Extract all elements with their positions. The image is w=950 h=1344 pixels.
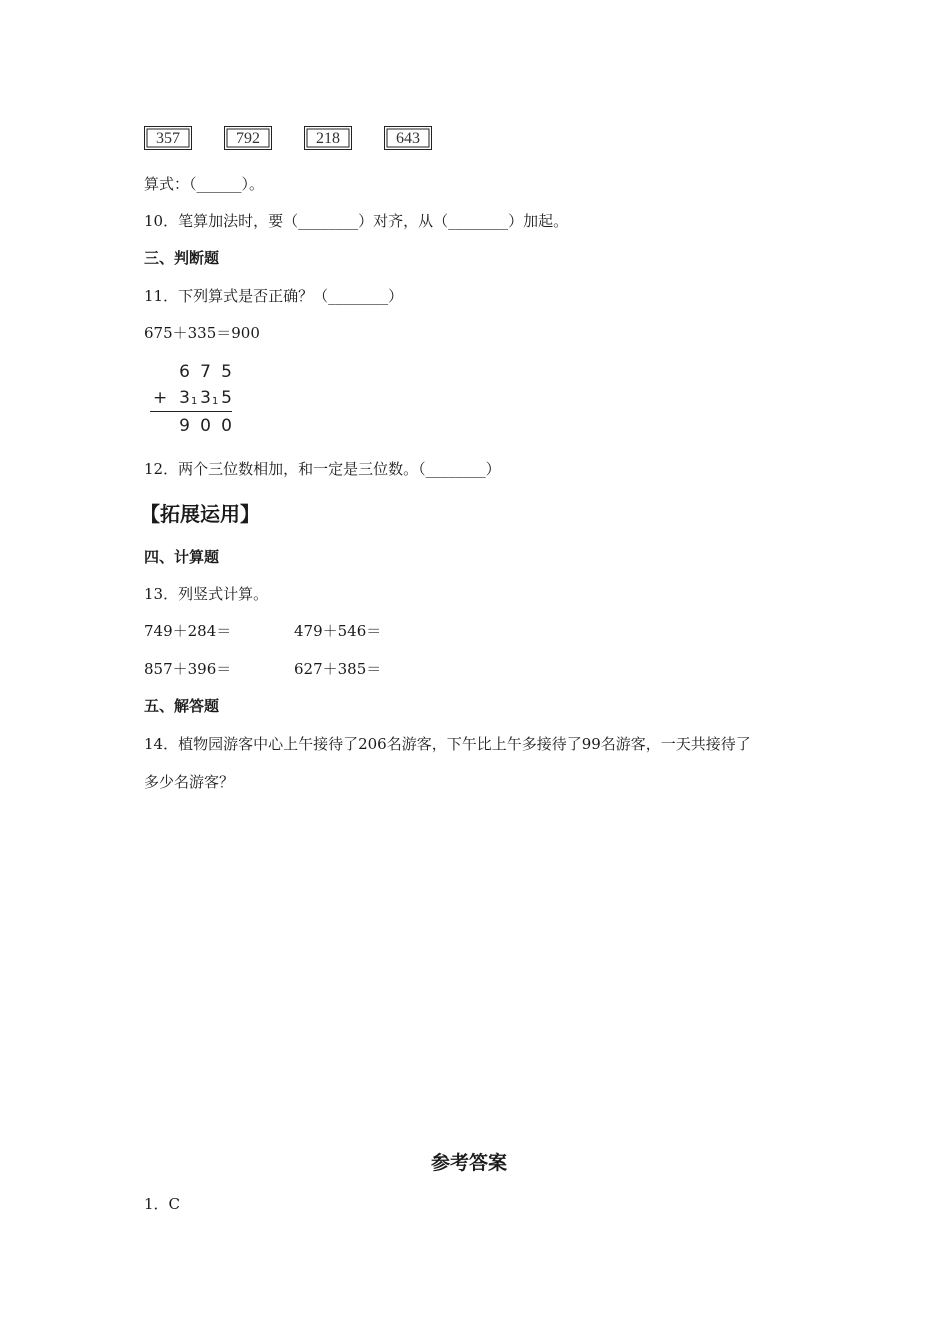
calc-item: 857＋396＝ <box>144 660 232 678</box>
number-card: 218 <box>304 126 352 150</box>
digit: 7 <box>200 362 211 382</box>
digit: 6 <box>179 362 190 382</box>
carry-mark: 1 <box>191 396 198 407</box>
number-card: 643 <box>384 126 432 150</box>
vertical-addition <box>150 360 240 440</box>
carry-mark: 1 <box>212 396 219 407</box>
q9-formula: 算式：（______）。 <box>144 175 265 193</box>
number-card: 792 <box>224 126 272 150</box>
digit: 3 <box>200 388 211 408</box>
plus-sign: + <box>153 388 168 408</box>
sum-line <box>150 411 232 412</box>
digit: 9 <box>179 416 190 436</box>
digit: 3 <box>179 388 190 408</box>
question-10: 10．笔算加法时，要（________）对齐，从（________）加起。 <box>144 212 569 230</box>
digit: 5 <box>221 362 232 382</box>
calc-item: 479＋546＝ <box>294 622 382 640</box>
heading-extend: 【拓展运用】 <box>140 502 260 526</box>
digit: 0 <box>200 416 211 436</box>
question-11: 11．下列算式是否正确？（________） <box>144 287 404 305</box>
question-12: 12．两个三位数相加，和一定是三位数。（________） <box>144 460 501 478</box>
number-card: 357 <box>144 126 192 150</box>
section-3-title: 三、判断题 <box>144 249 220 267</box>
q11-equation: 675＋335＝900 <box>144 324 260 342</box>
digit: 0 <box>221 416 232 436</box>
calc-item: 627＋385＝ <box>294 660 382 678</box>
answer-1: 1．C <box>144 1195 181 1213</box>
calc-item: 749＋284＝ <box>144 622 232 640</box>
answer-title: 参考答案 <box>431 1152 508 1174</box>
section-4-title: 四、计算题 <box>144 548 220 566</box>
question-14-line1: 14．植物园游客中心上午接待了206名游客，下午比上午多接待了99名游客，一天共接待了 <box>144 735 751 753</box>
question-13: 13．列竖式计算。 <box>144 585 269 603</box>
section-5-title: 五、解答题 <box>144 697 220 715</box>
digit: 5 <box>221 388 232 408</box>
question-14-line2: 多少名游客？ <box>144 773 235 791</box>
